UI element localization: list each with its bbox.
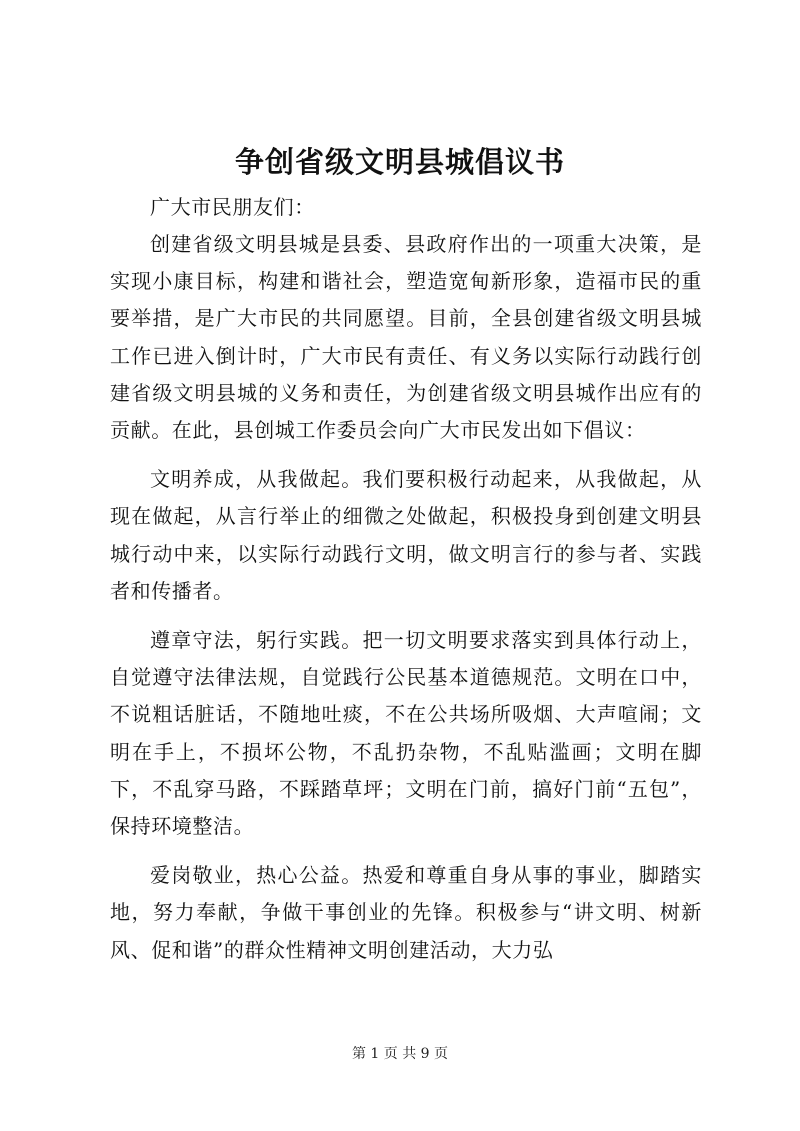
paragraph-dedication: 爱岗敬业，热心公益。热爱和尊重自身从事的事业，脚踏实地，努力奉献，争做干事创业的先锋。积极参与“讲文明、树新风、促和谐”的群众性精神文明创建活动，大力弘 [110, 863, 702, 962]
paragraph-intro: 创建省级文明县城是县委、县政府作出的一项重大决策，是实现小康目标，构建和谐社会，塑造宽甸新形象，造福市民的重要举措，是广大市民的共同愿望。目前，全县创建省级文明县城工作已进入倒计时，广大市民有责任、有义务以实际行动践行创建省级文明县城的义务和责任，为创建省级文明县城作出应有的贡献。在此，县创城工作委员会向广大市民发出如下倡议： [110, 232, 702, 443]
salutation-text: 广大市民朋友们： [150, 195, 315, 219]
page-title: 争创省级文明县城倡议书 [234, 145, 565, 179]
document-body [110, 226, 702, 969]
page-footer [0, 1044, 800, 1064]
paragraph-obey-laws: 遵章守法，躬行实践。把一切文明要求落实到具体行动上，自觉遵守法律法规，自觉践行公民基本道德规范。文明在口中，不说粗话脏话，不随地吐痰，不在公共场所吸烟、大声喧闹；文明在手上，不损坏公物，不乱扔杂物，不乱贴滥画；文明在脚下，不乱穿马路，不踩踏草坪；文明在门前，搞好门前“五包”，保持环境整洁。 [110, 628, 702, 839]
paragraph-civilized-habits: 文明养成，从我做起。我们要积极行动起来，从我做起，从现在做起，从言行举止的细微之处做起，积极投身到创建文明县城行动中来，以实际行动践行文明，做文明言行的参与者、实践者和传播者。 [110, 467, 702, 603]
page-indicator: 第 1 页 共 9 页 [351, 1046, 449, 1062]
salutation [110, 189, 702, 226]
